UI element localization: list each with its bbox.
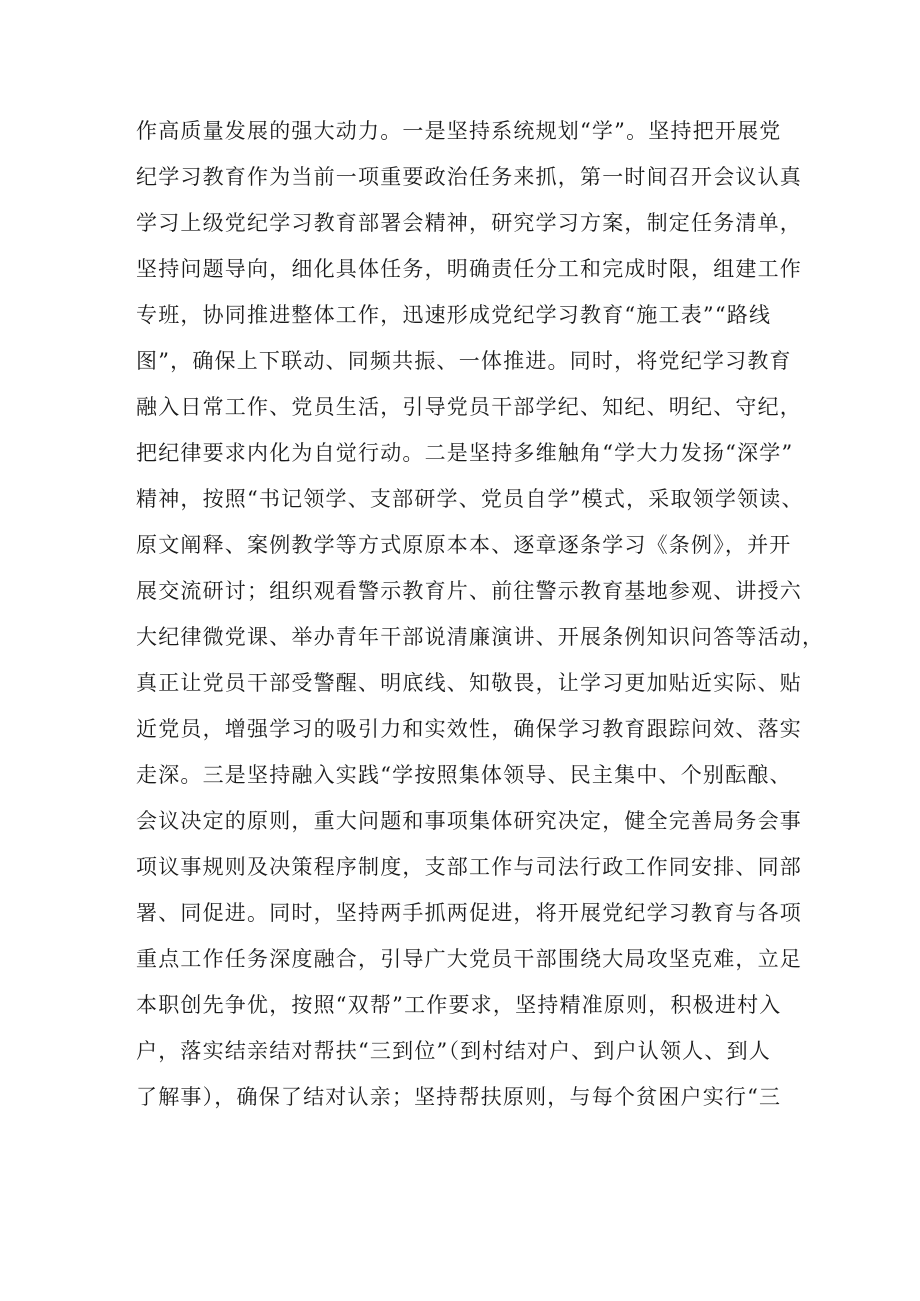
text-line-1: 作高质量发展的强大动力。一是坚持系统规划“学”。坚持把开展党 — [136, 119, 782, 143]
text-line-8: 把纪律要求内化为自觉行动。二是坚持多维触角“学大力发扬“深学” — [136, 441, 794, 465]
text-line-3: 学习上级党纪学习教育部署会精神，研究学习方案，制定任务清单， — [136, 211, 802, 235]
text-line-19: 重点工作任务深度融合，引导广大党员干部围绕大局攻坚克难，立足 — [136, 947, 802, 971]
text-line-5: 专班，协同推进整体工作，迅速形成党纪学习教育“施工表”“路线 — [136, 303, 772, 327]
text-line-10: 原文阐释、案例教学等方式原原本本、逐章逐条学习《条例》，并开 — [136, 533, 792, 557]
text-line-4: 坚持问题导向，细化具体任务，明确责任分工和完成时限，组建工作 — [136, 257, 802, 281]
text-line-14: 近党员，增强学习的吸引力和实效性，确保学习教育跟踪问效、落实 — [136, 717, 802, 741]
text-line-17: 项议事规则及决策程序制度，支部工作与司法行政工作同安排、同部 — [136, 855, 802, 879]
text-line-15: 走深。三是坚持融入实践“学按照集体领导、民主集中、个别酝酿、 — [136, 763, 792, 787]
text-line-22: 了解事），确保了结对认亲；坚持帮扶原则，与每个贫困户实行“三 — [136, 1085, 782, 1109]
body-paragraph — [136, 108, 825, 1120]
text-line-16: 会议决定的原则，重大问题和事项集体研究决定，健全完善局务会事 — [136, 809, 802, 833]
text-line-21: 户，落实结亲结对帮扶“三到位”（到村结对户、到户认领人、到人 — [136, 1039, 771, 1063]
text-line-2: 纪学习教育作为当前一项重要政治任务来抓，第一时间召开会议认真 — [136, 165, 802, 189]
text-line-12: 大纪律微党课、举办青年干部说清廉演讲、开展条例知识问答等活动， — [136, 625, 825, 649]
text-line-7: 融入日常工作、党员生活，引导党员干部学纪、知纪、明纪、守纪， — [136, 395, 802, 419]
text-line-6: 图”，确保上下联动、同频共振、一体推进。同时，将党纪学习教育 — [136, 349, 792, 373]
text-line-13: 真正让党员干部受警醒、明底线、知敬畏，让学习更加贴近实际、贴 — [136, 671, 802, 695]
text-line-18: 署、同促进。同时，坚持两手抓两促进，将开展党纪学习教育与各项 — [136, 901, 802, 925]
text-line-11: 展交流研讨；组织观看警示教育片、前往警示教育基地参观、讲授六 — [136, 579, 802, 603]
text-line-20: 本职创先争优，按照“双帮”工作要求，坚持精准原则，积极进村入 — [136, 993, 782, 1017]
text-line-9: 精神，按照“书记领学、支部研学、党员自学”模式，采取领学领读、 — [136, 487, 804, 511]
